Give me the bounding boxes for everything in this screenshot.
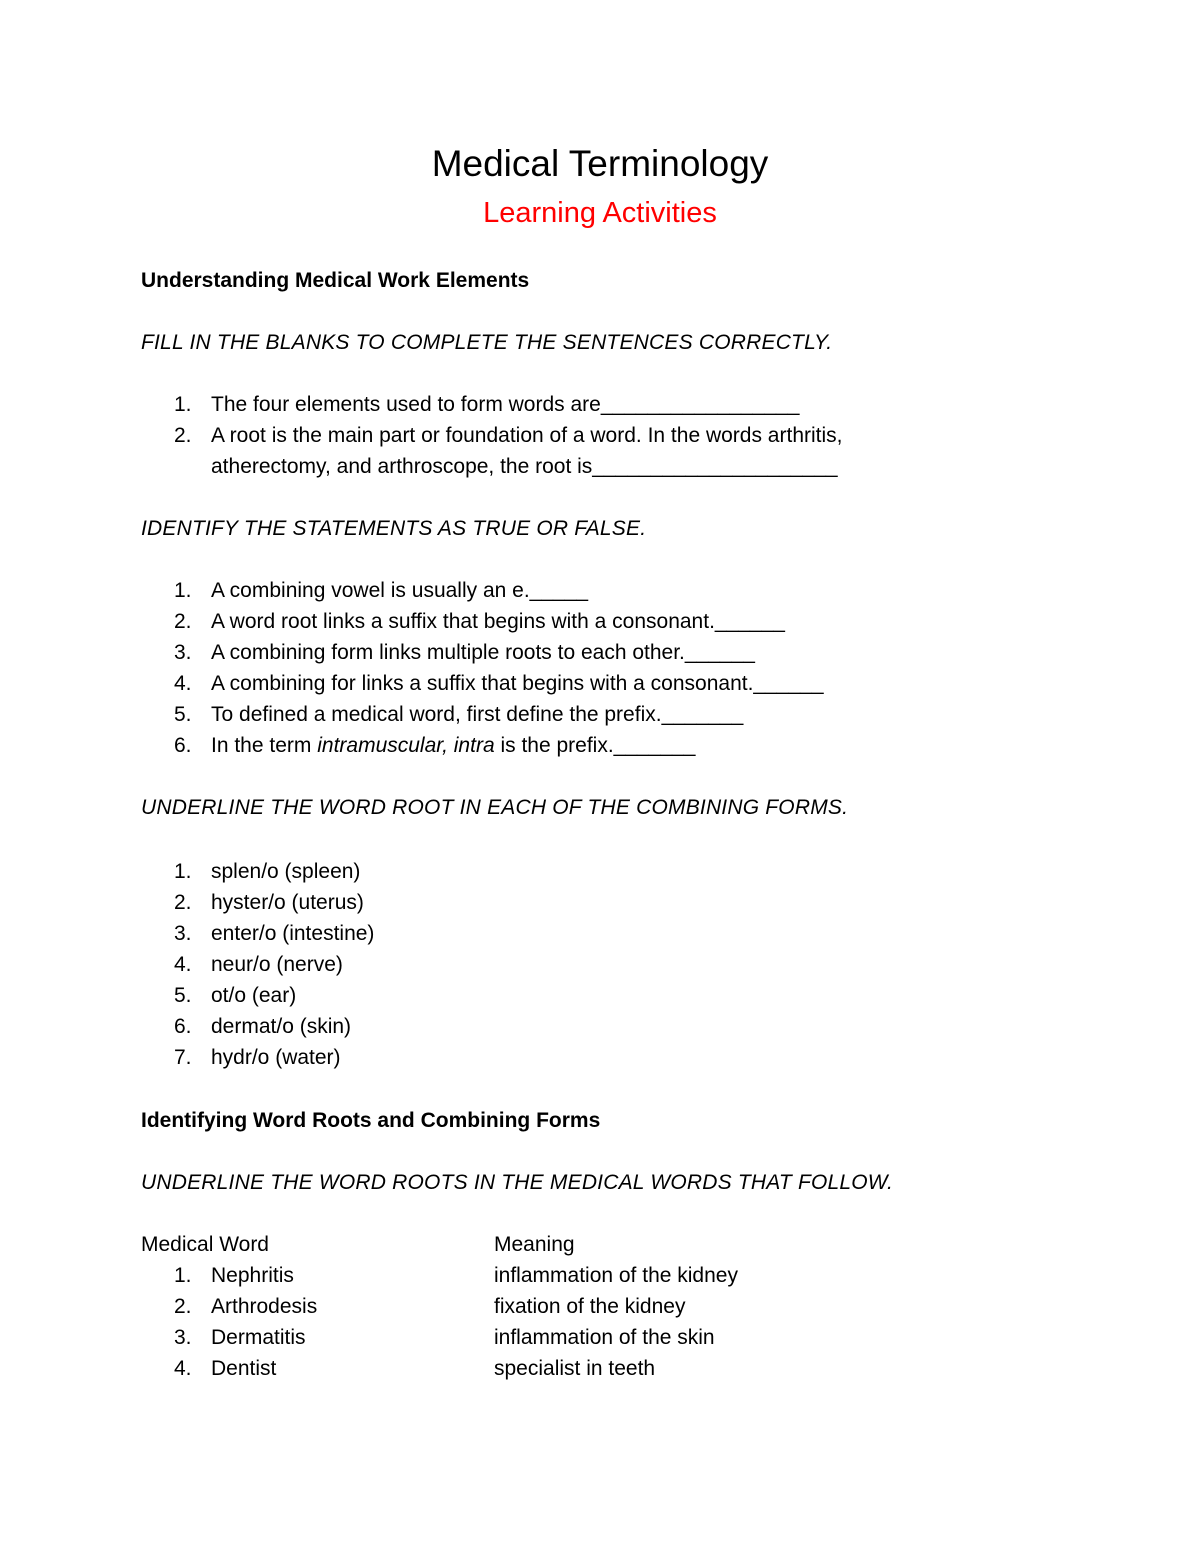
tf-list xyxy=(0,575,1200,761)
list-item xyxy=(0,887,1200,918)
item-text: A root is the main part or foundation of a word. In the words arthritis, xyxy=(211,424,843,447)
list-item-continuation xyxy=(0,451,1200,482)
item-text-post: is the prefix._______ xyxy=(494,734,696,757)
medical-word: Dentist xyxy=(211,1357,277,1380)
list-item xyxy=(0,575,1200,606)
item-text xyxy=(211,730,695,761)
word-meaning: fixation of the kidney xyxy=(494,1295,686,1318)
list-item xyxy=(0,1011,1200,1042)
item-text-pre: In the term xyxy=(211,734,318,757)
item-number: 3. xyxy=(174,922,192,945)
item-number: 2. xyxy=(174,1295,192,1318)
table-row xyxy=(0,1291,1200,1322)
fill-list xyxy=(0,389,1200,482)
list-item xyxy=(0,637,1200,668)
item-number: 5. xyxy=(174,984,192,1007)
column-header-word: Medical Word xyxy=(141,1233,269,1256)
tf-instruction: IDENTIFY THE STATEMENTS AS TRUE OR FALSE. xyxy=(141,517,647,540)
item-text: The four elements used to form words are_________________ xyxy=(211,393,800,416)
underline-list xyxy=(0,856,1200,1073)
item-number: 3. xyxy=(174,641,192,664)
list-item xyxy=(0,918,1200,949)
medical-word: Nephritis xyxy=(211,1264,294,1287)
item-number: 3. xyxy=(174,1326,192,1349)
item-text-continued: atherectomy, and arthroscope, the root is_____________________ xyxy=(211,455,838,478)
item-number: 4. xyxy=(174,672,192,695)
table-row xyxy=(0,1353,1200,1384)
item-text: splen/o (spleen) xyxy=(211,860,361,883)
item-text: A combining for links a suffix that begins with a consonant.______ xyxy=(211,672,824,695)
item-text: A word root links a suffix that begins with a consonant.______ xyxy=(211,610,785,633)
underline-instruction: UNDERLINE THE WORD ROOT IN EACH OF THE COMBINING FORMS. xyxy=(141,796,849,819)
list-item xyxy=(0,980,1200,1011)
list-item xyxy=(0,606,1200,637)
table-header-row xyxy=(0,1229,1200,1260)
item-number: 6. xyxy=(174,1015,192,1038)
item-number: 2. xyxy=(174,891,192,914)
list-item xyxy=(0,699,1200,730)
item-number: 1. xyxy=(174,579,192,602)
item-text: ot/o (ear) xyxy=(211,984,297,1007)
list-item xyxy=(0,1042,1200,1073)
item-number: 1. xyxy=(174,1264,192,1287)
list-item xyxy=(0,730,1200,761)
word-meaning: inflammation of the kidney xyxy=(494,1264,738,1287)
list-item xyxy=(0,949,1200,980)
document-subtitle: Learning Activities xyxy=(483,197,717,229)
list-item xyxy=(0,420,1200,451)
item-number: 2. xyxy=(174,424,192,447)
word-meaning: inflammation of the skin xyxy=(494,1326,715,1349)
item-text: enter/o (intestine) xyxy=(211,922,375,945)
item-text: hyster/o (uterus) xyxy=(211,891,364,914)
list-item xyxy=(0,856,1200,887)
item-text: hydr/o (water) xyxy=(211,1046,341,1069)
document-title: Medical Terminology xyxy=(431,143,769,184)
item-number: 4. xyxy=(174,953,192,976)
section1-heading: Understanding Medical Work Elements xyxy=(141,269,530,292)
item-text: A combining vowel is usually an e._____ xyxy=(211,579,589,602)
item-number: 5. xyxy=(174,703,192,726)
item-text: A combining form links multiple roots to each other.______ xyxy=(211,641,755,664)
item-number: 6. xyxy=(174,734,192,757)
item-number: 1. xyxy=(174,393,192,416)
list-item xyxy=(0,668,1200,699)
table-row xyxy=(0,1260,1200,1291)
item-text: neur/o (nerve) xyxy=(211,953,343,976)
item-number: 1. xyxy=(174,860,192,883)
table-row xyxy=(0,1322,1200,1353)
item-text-italic: intramuscular, intra xyxy=(317,734,495,757)
word-meaning: specialist in teeth xyxy=(494,1357,656,1380)
item-number: 2. xyxy=(174,610,192,633)
section2-instruction: UNDERLINE THE WORD ROOTS IN THE MEDICAL WORDS THAT FOLLOW. xyxy=(141,1171,894,1194)
medical-word: Dermatitis xyxy=(211,1326,306,1349)
item-number: 4. xyxy=(174,1357,192,1380)
list-item xyxy=(0,389,1200,420)
fill-instruction: FILL IN THE BLANKS TO COMPLETE THE SENTENCES CORRECTLY. xyxy=(141,331,833,354)
item-text: To defined a medical word, first define the prefix._______ xyxy=(211,703,744,726)
section2-heading: Identifying Word Roots and Combining Forms xyxy=(141,1109,601,1132)
column-header-meaning: Meaning xyxy=(494,1233,575,1256)
item-text: dermat/o (skin) xyxy=(211,1015,352,1038)
word-table xyxy=(0,1229,1200,1384)
medical-word: Arthrodesis xyxy=(211,1295,318,1318)
item-number: 7. xyxy=(174,1046,192,1069)
